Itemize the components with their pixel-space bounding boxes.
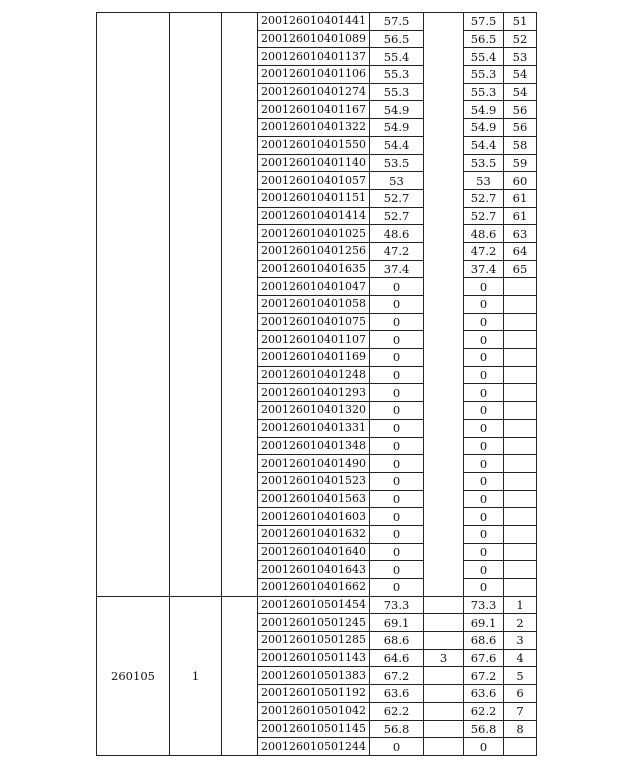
total-score: 0: [464, 402, 504, 420]
written-score: 0: [370, 561, 424, 579]
written-score: 0: [370, 419, 424, 437]
candidate-id: 200126010401322: [258, 119, 370, 137]
candidate-id: 200126010501192: [258, 685, 370, 703]
total-score: 53.5: [464, 154, 504, 172]
total-score: 52.7: [464, 207, 504, 225]
total-score: 57.5: [464, 13, 504, 31]
written-score: 0: [370, 490, 424, 508]
rank-cell: 1: [504, 596, 537, 614]
rank-cell: 65: [504, 260, 537, 278]
rank-cell: 51: [504, 13, 537, 31]
score-table: [96, 12, 537, 756]
written-score: 55.3: [370, 66, 424, 84]
rank-cell: 61: [504, 189, 537, 207]
table-row: [97, 13, 537, 31]
rank-cell: 54: [504, 83, 537, 101]
candidate-id: 200126010501143: [258, 649, 370, 667]
rank-cell: [504, 402, 537, 420]
total-score: 0: [464, 525, 504, 543]
total-score: 0: [464, 384, 504, 402]
total-score: 0: [464, 366, 504, 384]
written-score: 0: [370, 402, 424, 420]
written-score: 55.4: [370, 48, 424, 66]
rank-cell: [504, 419, 537, 437]
total-score: 48.6: [464, 225, 504, 243]
candidate-id: 200126010401151: [258, 189, 370, 207]
total-score: 0: [464, 296, 504, 314]
candidate-id: 200126010401137: [258, 48, 370, 66]
candidate-id: 200126010501042: [258, 702, 370, 720]
total-score: 62.2: [464, 702, 504, 720]
total-score: 55.3: [464, 66, 504, 84]
total-score: 68.6: [464, 632, 504, 650]
total-score: 0: [464, 543, 504, 561]
total-score: 56.8: [464, 720, 504, 738]
total-score: 0: [464, 349, 504, 367]
written-score: 56.8: [370, 720, 424, 738]
written-score: 0: [370, 366, 424, 384]
bonus-cell: [424, 667, 464, 685]
rank-cell: [504, 437, 537, 455]
total-score: 54.9: [464, 101, 504, 119]
candidate-id: 200126010501454: [258, 596, 370, 614]
candidate-id: 200126010401550: [258, 136, 370, 154]
rank-cell: 64: [504, 242, 537, 260]
rank-cell: [504, 508, 537, 526]
written-score: 53.5: [370, 154, 424, 172]
total-score: 0: [464, 579, 504, 597]
rank-cell: 61: [504, 207, 537, 225]
rank-cell: 6: [504, 685, 537, 703]
total-score: 0: [464, 455, 504, 473]
candidate-id: 200126010401643: [258, 561, 370, 579]
total-score: 55.3: [464, 83, 504, 101]
total-score: 0: [464, 331, 504, 349]
rank-cell: 59: [504, 154, 537, 172]
total-score: 55.4: [464, 48, 504, 66]
candidate-id: 200126010401058: [258, 296, 370, 314]
rank-cell: [504, 349, 537, 367]
candidate-id: 200126010401414: [258, 207, 370, 225]
written-score: 68.6: [370, 632, 424, 650]
candidate-id: 200126010501145: [258, 720, 370, 738]
total-score: 67.2: [464, 667, 504, 685]
bonus-cell: [424, 702, 464, 720]
written-score: 52.7: [370, 189, 424, 207]
total-score: 37.4: [464, 260, 504, 278]
candidate-id: 200126010401640: [258, 543, 370, 561]
total-score: 0: [464, 278, 504, 296]
written-score: 55.3: [370, 83, 424, 101]
bonus-cell: [424, 738, 464, 756]
candidate-id: 200126010401248: [258, 366, 370, 384]
total-score: 54.4: [464, 136, 504, 154]
rank-cell: 52: [504, 30, 537, 48]
candidate-id: 200126010401490: [258, 455, 370, 473]
written-score: 57.5: [370, 13, 424, 31]
total-score: 0: [464, 437, 504, 455]
section-a-body: [97, 13, 537, 597]
candidate-id: 200126010401563: [258, 490, 370, 508]
written-score: 0: [370, 437, 424, 455]
written-score: 67.2: [370, 667, 424, 685]
bonus-cell: [424, 720, 464, 738]
rank-cell: 56: [504, 119, 537, 137]
written-score: 0: [370, 472, 424, 490]
written-score: 54.9: [370, 101, 424, 119]
candidate-id: 200126010401169: [258, 349, 370, 367]
rank-cell: [504, 472, 537, 490]
total-score: 56.5: [464, 30, 504, 48]
total-score: 53: [464, 172, 504, 190]
rank-cell: 8: [504, 720, 537, 738]
written-score: 47.2: [370, 242, 424, 260]
written-score: 73.3: [370, 596, 424, 614]
section-b-body: [97, 596, 537, 755]
rank-cell: [504, 561, 537, 579]
written-score: 0: [370, 349, 424, 367]
rank-cell: 54: [504, 66, 537, 84]
rank-cell: 7: [504, 702, 537, 720]
rank-cell: [504, 313, 537, 331]
rank-cell: [504, 296, 537, 314]
written-score: 0: [370, 278, 424, 296]
written-score: 0: [370, 579, 424, 597]
candidate-id: 200126010401167: [258, 101, 370, 119]
candidate-id: 200126010401441: [258, 13, 370, 31]
candidate-id: 200126010401523: [258, 472, 370, 490]
rank-cell: 4: [504, 649, 537, 667]
candidate-id: 200126010401320: [258, 402, 370, 420]
written-score: 52.7: [370, 207, 424, 225]
written-score: 0: [370, 543, 424, 561]
total-score: 0: [464, 490, 504, 508]
candidate-id: 200126010401047: [258, 278, 370, 296]
bonus-cell: [424, 632, 464, 650]
total-score: 0: [464, 313, 504, 331]
written-score: 0: [370, 738, 424, 756]
rank-cell: [504, 331, 537, 349]
candidate-id: 200126010401057: [258, 172, 370, 190]
rank-cell: [504, 490, 537, 508]
written-score: 63.6: [370, 685, 424, 703]
candidate-id: 200126010401256: [258, 242, 370, 260]
rank-cell: 5: [504, 667, 537, 685]
total-score: 0: [464, 472, 504, 490]
candidate-id: 200126010501285: [258, 632, 370, 650]
candidate-id: 200126010501383: [258, 667, 370, 685]
total-score: 73.3: [464, 596, 504, 614]
level-cell: [222, 13, 258, 597]
rank-cell: 58: [504, 136, 537, 154]
candidate-id: 200126010501245: [258, 614, 370, 632]
level-cell: [222, 596, 258, 755]
table-row: [97, 596, 537, 614]
written-score: 0: [370, 525, 424, 543]
total-score: 0: [464, 561, 504, 579]
candidate-id: 200126010401140: [258, 154, 370, 172]
rank-cell: 53: [504, 48, 537, 66]
rank-cell: 63: [504, 225, 537, 243]
written-score: 0: [370, 296, 424, 314]
rank-cell: [504, 278, 537, 296]
candidate-id: 200126010401089: [258, 30, 370, 48]
total-score: 67.6: [464, 649, 504, 667]
written-score: 0: [370, 384, 424, 402]
candidate-id: 200126010401107: [258, 331, 370, 349]
rank-cell: [504, 738, 537, 756]
candidate-id: 200126010401632: [258, 525, 370, 543]
hire-count: 1: [170, 596, 222, 755]
candidate-id: 200126010401293: [258, 384, 370, 402]
candidate-id: 200126010401603: [258, 508, 370, 526]
rank-cell: 60: [504, 172, 537, 190]
candidate-id: 200126010401348: [258, 437, 370, 455]
code-cell: [97, 13, 170, 597]
rank-cell: [504, 366, 537, 384]
rank-cell: [504, 455, 537, 473]
candidate-id: 200126010401274: [258, 83, 370, 101]
candidate-id: 200126010401331: [258, 419, 370, 437]
bonus-cell: [424, 13, 464, 597]
rank-cell: 2: [504, 614, 537, 632]
rank-cell: [504, 525, 537, 543]
post-code: 260105: [97, 596, 170, 755]
bonus-cell: [424, 685, 464, 703]
written-score: 62.2: [370, 702, 424, 720]
rank-cell: 56: [504, 101, 537, 119]
total-score: 54.9: [464, 119, 504, 137]
count-cell: [170, 13, 222, 597]
written-score: 0: [370, 508, 424, 526]
candidate-id: 200126010401075: [258, 313, 370, 331]
written-score: 69.1: [370, 614, 424, 632]
written-score: 0: [370, 313, 424, 331]
candidate-id: 200126010401662: [258, 579, 370, 597]
total-score: 0: [464, 738, 504, 756]
written-score: 48.6: [370, 225, 424, 243]
written-score: 54.4: [370, 136, 424, 154]
written-score: 64.6: [370, 649, 424, 667]
total-score: 47.2: [464, 242, 504, 260]
written-score: 56.5: [370, 30, 424, 48]
candidate-id: 200126010401106: [258, 66, 370, 84]
bonus-cell: [424, 614, 464, 632]
rank-cell: [504, 384, 537, 402]
rank-cell: [504, 543, 537, 561]
bonus-cell: [424, 596, 464, 614]
candidate-id: 200126010501244: [258, 738, 370, 756]
total-score: 52.7: [464, 189, 504, 207]
written-score: 0: [370, 455, 424, 473]
total-score: 69.1: [464, 614, 504, 632]
bonus-points: 3: [424, 649, 464, 667]
written-score: 53: [370, 172, 424, 190]
written-score: 54.9: [370, 119, 424, 137]
total-score: 0: [464, 508, 504, 526]
written-score: 0: [370, 331, 424, 349]
rank-cell: 3: [504, 632, 537, 650]
candidate-id: 200126010401635: [258, 260, 370, 278]
total-score: 0: [464, 419, 504, 437]
total-score: 63.6: [464, 685, 504, 703]
rank-cell: [504, 579, 537, 597]
written-score: 37.4: [370, 260, 424, 278]
candidate-id: 200126010401025: [258, 225, 370, 243]
